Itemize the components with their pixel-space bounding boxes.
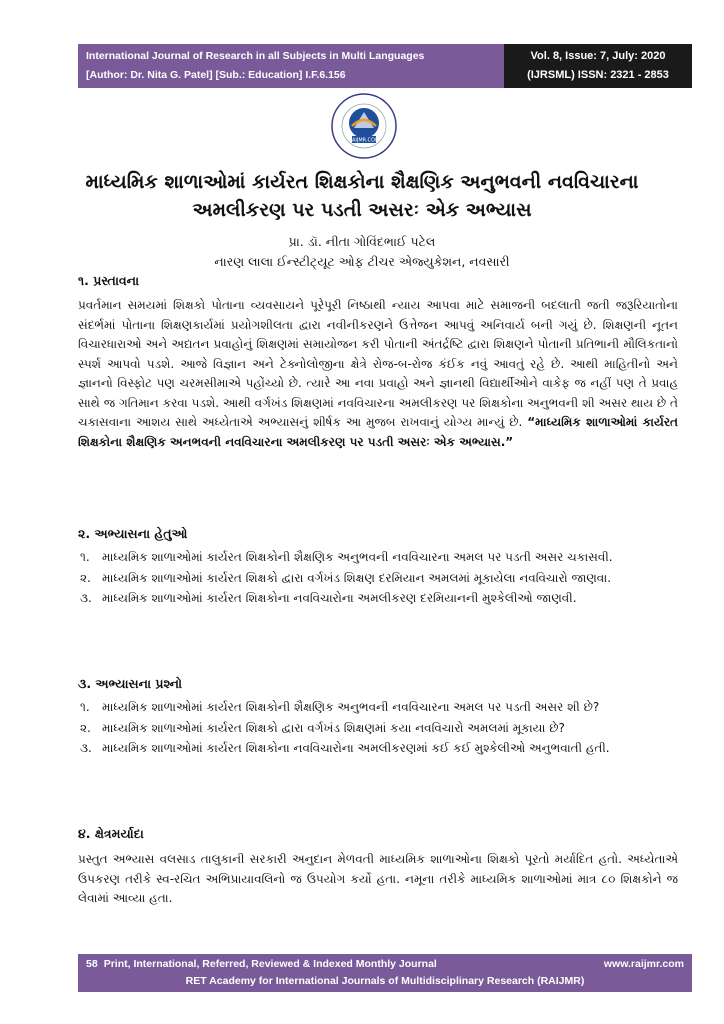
logo-seal-icon xyxy=(330,92,398,160)
journal-footer xyxy=(78,954,692,992)
item-text: માધ્યમિક શાળાઓમાં કાર્યરત શિક્ષકો દ્વારા વર્ગખંડ શિક્ષણ દરમિયાન અમલમાં મૂકાયેલા નવવિચારો જાણવા. xyxy=(102,570,612,585)
item-number: ૧. xyxy=(80,550,90,564)
item-number: ૧. xyxy=(80,700,90,714)
item-number: ૨. xyxy=(80,720,91,735)
item-number: ૩. xyxy=(80,591,92,605)
item-number: ૨. xyxy=(80,570,91,585)
author-block xyxy=(150,232,574,272)
intro-text: પ્રવર્તમાન સમયમાં શિક્ષકો પોતાના વ્યવસાયને પૂરેપૂરી નિષ્ઠાથી ન્યાય આપવા માટે સમાજની બદલાતી જતી જરૂરિયાતોના સંદર્ભમાં પોતાના શિક્ષણકાર્યમાં પ્રયોગશીલતા દ્વારા નવીનીકરણને ઉત્તેજન આપવું અનિવાર્ય બની ગયું છે. શિક્ષણની નૂતન વિચારધારાઓ અને અદ્યતન પ્રવાહોનું શિક્ષણમાં સમાયોજન કરી પોતાની અંતર્દ્રષ્ટિ દ્વારા શિક્ષણને પોતાની પ્રતિભાની મૌલિકતાનો સ્પર્શ આપવો પડશે. આજે વિજ્ઞાન અને ટેક્નોલોજીના ક્ષેત્રે રોજ-બ-રોજ કંઈક નવું આવતું રહે છે. આથી માહિતીનો અને જ્ઞાનનો વિસ્ફોટ પણ ચરમસીમાએ પહોંચ્યો છે. ત્યારે આ નવા પ્રવાહો અને જ્ઞાનથી વિદ્યાર્થીઓને વાકેફ જ નહીં પણ તે પ્રવાહ સાથે જ ગતિમાન કરવા પડશે. આથી વર્ગખંડ શિક્ષણમાં નવવિચારના અમલીકરણ પર શિક્ષકોના અનુભવની શી અસર થાય છે તે ચકાસવાના આશય સાથે અધ્યેતાએ અભ્યાસનું શીર્ષક આ મુજબ રાખવાનું યોગ્ય માન્યું છે. xyxy=(78,298,678,429)
item-text: માધ્યમિક શાળાઓમાં કાર્યરત શિક્ષકોના નવવિચારોના અમલીકરણમાં કઈ કઈ મુશ્કેલીઓ અનુભવાતી હતી. xyxy=(102,741,610,755)
header-left-block xyxy=(78,44,504,88)
item-text: માધ્યમિક શાળાઓમાં કાર્યરત શિક્ષકોની શૈક્ષણિક અનુભવની નવવિચારના અમલ પર પડતી અસર શી છે? xyxy=(102,700,600,714)
footer-academy: RET Academy for International Journals of Multidisciplinary Research (RAIJMR) xyxy=(185,975,585,987)
list-item xyxy=(80,719,680,739)
list-item xyxy=(80,589,680,609)
list-item xyxy=(80,548,680,568)
list-item xyxy=(80,569,680,589)
item-text: માધ્યમિક શાળાઓમાં કાર્યરત શિક્ષકો દ્વારા વર્ગખંડ શિક્ષણમાં કયા નવવિચારો અમલમાં મૂકાયા છે? xyxy=(102,720,565,735)
footer-website-link[interactable]: www.raijmr.com xyxy=(603,958,684,970)
journal-name: International Journal of Research in all Subjects in Multi Languages xyxy=(86,50,425,62)
item-text: માધ્યમિક શાળાઓમાં કાર્યરત શિક્ષકોની શૈક્ષણિક અનુભવની નવવિચારના અમલ પર પડતી અસર ચકાસવી. xyxy=(102,550,613,564)
journal-logo xyxy=(330,92,398,160)
title-line-1: માધ્યમિક શાળાઓમાં કાર્યરત શિક્ષકોના શૈક્ષણિક અનુભવની નવવિચારના xyxy=(85,171,639,193)
objectives-list xyxy=(80,548,680,610)
header-right-block xyxy=(504,44,692,88)
section-heading-delimitation: ૪. ક્ષેત્રમર્યાદા xyxy=(78,826,144,841)
author-affiliation: નારણ લાલા ઈન્સ્ટીટ્યૂટ ઓફ ટીચર એજ્યુકેશન, નવસારી xyxy=(214,254,510,269)
intro-bold-quote: “માધ્યમિક શાળાઓમાં કાર્યરત શિક્ષકોના શૈક્ષણિક અનભવની નવવિચારના અમલીકરણ પર પડતી અસરઃ એક અભ્યાસ.” xyxy=(78,415,678,449)
item-number: ૩. xyxy=(80,741,92,755)
list-item xyxy=(80,739,680,759)
author-subject-line: [Author: Dr. Nita G. Patel] [Sub.: Education] I.F.6.156 xyxy=(86,69,346,81)
section-heading-questions: ૩. અભ્યાસના પ્રશ્નો xyxy=(78,676,183,691)
section-heading-objectives: ૨. અભ્યાસના હેતુઓ xyxy=(78,526,188,541)
volume-issue: Vol. 8, Issue: 7, July: 2020 xyxy=(530,50,666,62)
title-line-2: અમલીકરણ પર પડતી અસરઃ એક અભ્યાસ xyxy=(192,199,532,221)
journal-header xyxy=(78,44,692,88)
section-heading-intro: ૧. પ્રસ્તાવના xyxy=(78,273,140,288)
intro-paragraph xyxy=(78,296,678,452)
questions-list xyxy=(80,698,680,760)
paper-title xyxy=(60,168,664,224)
issn: (IJRSML) ISSN: 2321 - 2853 xyxy=(527,69,669,81)
logo-text: RAIJMR.COM xyxy=(348,137,380,144)
page-number: 58 xyxy=(86,958,98,970)
author-name: પ્રા. ડૉ. નીતા ગોવિંદભાઈ પટેલ xyxy=(288,234,436,249)
list-item xyxy=(80,698,680,718)
item-text: માધ્યમિક શાળાઓમાં કાર્યરત શિક્ષકોના નવવિચારોના અમલીકરણ દરમિયાનની મુશ્કેલીઓ જાણવી. xyxy=(102,591,577,605)
footer-journal-type: Print, International, Referred, Reviewed & Indexed Monthly Journal xyxy=(103,958,437,970)
delimitation-paragraph: પ્રસ્તુત અભ્યાસ વલસાડ તાલુકાની સરકારી અનુદાન મેળવતી માધ્યમિક શાળાઓના શિક્ષકો પૂરતો મર્યાદિત હતો. અધ્યેતાએ ઉપકરણ તરીકે સ્વ-રચિત અભિપ્રાયાવલિનો જ ઉપયોગ કર્યો હતા. નમૂના તરીકે માધ્યમિક શાળાઓમાં માત્ર ૮૦ શિક્ષકોને જ લેવામાં આવ્યા હતા. xyxy=(78,852,678,905)
